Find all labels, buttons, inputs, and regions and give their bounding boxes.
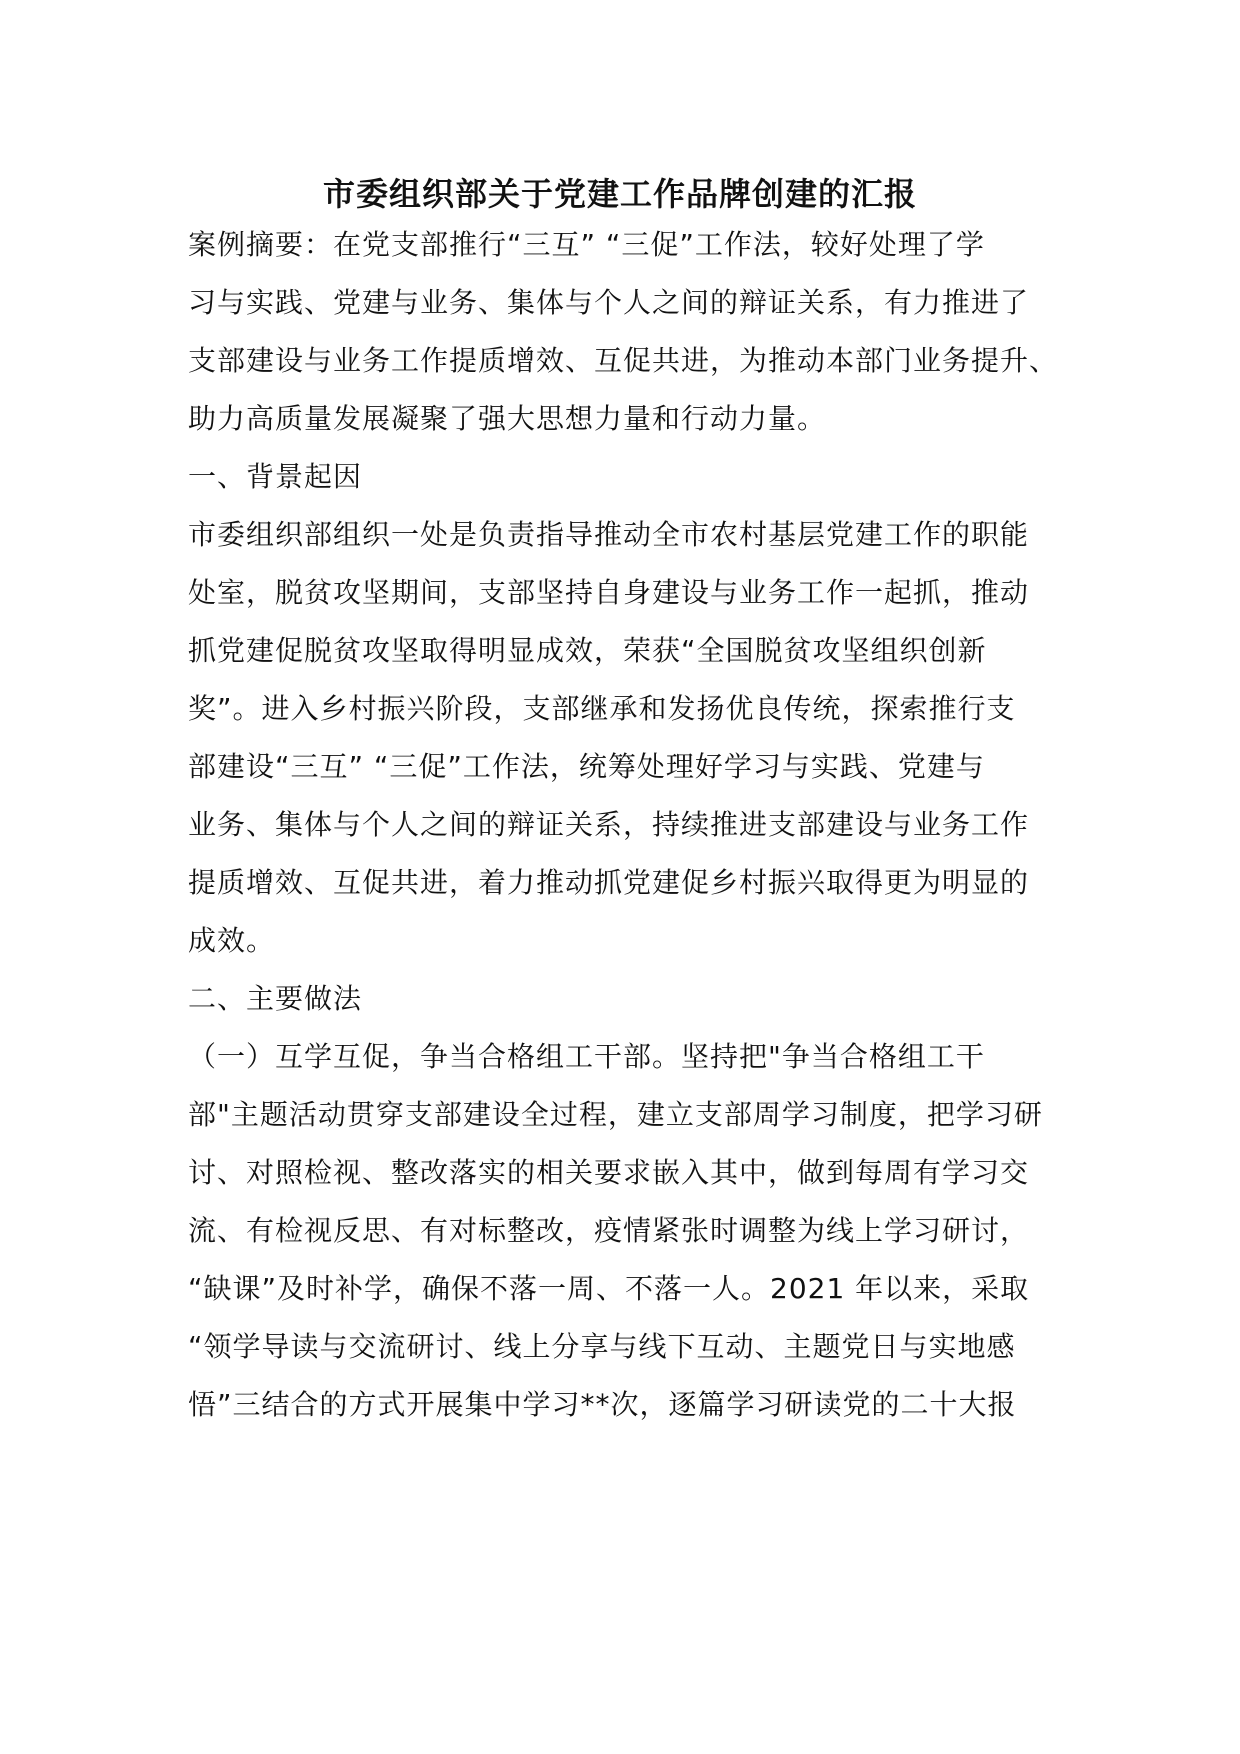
section-heading: 二、主要做法 [188,982,363,1015]
body-line: 支部建设与业务工作提质增效、互促共进，为推动本部门业务提升、 [188,344,1059,377]
body-line: 市委组织部组织一处是负责指导推动全市农村基层党建工作的职能 [188,518,1030,551]
body-line: 案例摘要：在党支部推行“三互” “三促”工作法，较好处理了学 [188,228,985,261]
body-line: 悟”三结合的方式开展集中学习**次，逐篇学习研读党的二十大报 [188,1388,1017,1421]
body-line: 成效。 [188,924,276,957]
body-line: （一）互学互促，争当合格组工干部。坚持把"争当合格组工干 [188,1040,985,1073]
body-line: 抓党建促脱贫攻坚取得明显成效，荣获“全国脱贫攻坚组织创新 [188,634,987,667]
body-line: 奖”。进入乡村振兴阶段，支部继承和发扬优良传统，探索推行支 [188,692,1016,725]
body-line: 助力高质量发展凝聚了强大思想力量和行动力量。 [188,402,827,435]
body-line: 习与实践、党建与业务、集体与个人之间的辩证关系，有力推进了 [188,286,1030,319]
body-line: 处室，脱贫攻坚期间，支部坚持自身建设与业务工作一起抓，推动 [188,576,1030,609]
body-line: 业务、集体与个人之间的辩证关系，持续推进支部建设与业务工作 [188,808,1030,841]
body-line: 部建设“三互” “三促”工作法，统筹处理好学习与实践、党建与 [188,750,985,783]
body-line: 提质增效、互促共进，着力推动抓党建促乡村振兴取得更为明显的 [188,866,1030,899]
section-heading: 一、背景起因 [188,460,363,493]
body-line: 讨、对照检视、整改落实的相关要求嵌入其中，做到每周有学习交 [188,1156,1030,1189]
body-line: 流、有检视反思、有对标整改，疫情紧张时调整为线上学习研讨， [188,1214,1030,1247]
body-line: 部"主题活动贯穿支部建设全过程，建立支部周学习制度，把学习研 [188,1098,1043,1131]
document-title: 市委组织部关于党建工作品牌创建的汇报 [322,175,917,213]
body-line: “领学导读与交流研讨、线上分享与线下互动、主题党日与实地感 [188,1330,1016,1363]
body-line: “缺课”及时补学，确保不落一周、不落一人。2021 年以来，采取 [188,1272,1030,1305]
